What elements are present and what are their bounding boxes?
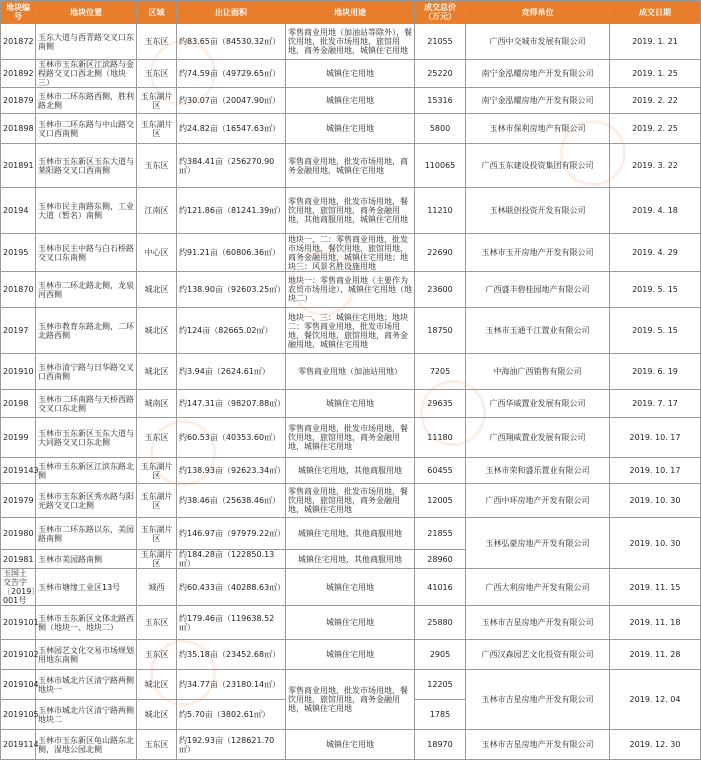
plot-district: 城北区 (137, 670, 177, 700)
plot-owner: 玉林联创投资开发有限公司 (466, 188, 610, 234)
plot-area: 约91.21亩（60806.36㎡） (177, 234, 286, 272)
plot-owner: 广西大利房地产开发有限公司 (466, 569, 610, 606)
plot-price: 11180 (415, 418, 466, 458)
plot-date: 2019. 7. 17 (610, 390, 701, 418)
header-district: 区域 (137, 1, 177, 24)
plot-district: 玉东湖片区 (137, 114, 177, 144)
plot-district: 玉东区 (137, 60, 177, 88)
plot-date: 2019. 10. 30 (610, 484, 701, 518)
table-row (1, 418, 701, 458)
plot-district: 玉东湖片区 (137, 550, 177, 569)
header-land-use: 地块用途 (286, 1, 415, 24)
plot-price: 7205 (415, 354, 466, 390)
plot-district: 玉东区 (137, 144, 177, 188)
plot-number: 2019101 (1, 606, 36, 640)
plot-number: 20194 (1, 188, 36, 234)
plot-district: 中心区 (137, 234, 177, 272)
plot-district: 城北区 (137, 308, 177, 354)
plot-date: 2019. 10. 17 (610, 418, 701, 458)
plot-district: 江南区 (137, 188, 177, 234)
plot-use: 城镇住宅用地 (286, 390, 415, 418)
header-area: 出让面积 (177, 1, 286, 24)
plot-price: 11210 (415, 188, 466, 234)
plot-district: 玉东区 (137, 606, 177, 640)
table-row (1, 114, 701, 144)
plot-number: 玉国土交告字〔2019〕001号 (1, 569, 36, 606)
plot-location: 玉林市玉东新区秀水路与阳光路交叉口北侧 (36, 484, 137, 518)
plot-number: 201892 (1, 60, 36, 88)
plot-area: 约138.90亩（92603.25㎡） (177, 272, 286, 308)
plot-location: 玉林市二环北路北侧，龙泉河西侧 (36, 272, 137, 308)
plot-use: 地块一、二：零售商业用地，批发市场用地，餐饮用地，旅馆用地，商务金融用地，城镇住宅用地；地块三：风景名胜设施用地 (286, 234, 415, 272)
table-row (1, 60, 701, 88)
plot-location: 玉林园艺文化交易市场规划用地东南侧 (36, 640, 137, 670)
plot-price: 22690 (415, 234, 466, 272)
plot-date: 2019. 12. 30 (610, 730, 701, 760)
plot-district: 城北区 (137, 700, 177, 730)
plot-location: 玉林市民主南路东侧，工业大道（暂名）南侧 (36, 188, 137, 234)
plot-area: 约60.53亩（40353.60㎡） (177, 418, 286, 458)
plot-district: 城西 (137, 569, 177, 606)
plot-price: 25880 (415, 606, 466, 640)
plot-date: 2019. 11. 18 (610, 606, 701, 640)
header-plot-number: 地块编号 (1, 1, 36, 24)
plot-price: 12205 (415, 670, 466, 700)
plot-use: 零售商业用地，批发市场用地，餐饮用地，旅馆用地，商务金融用地，城镇住宅用地 (286, 418, 415, 458)
plot-number: 20199 (1, 418, 36, 458)
plot-owner: 玉林市荣和盛乐置业有限公司 (466, 458, 610, 484)
plot-district: 玉东区 (137, 418, 177, 458)
plot-number: 201879 (1, 88, 36, 114)
plot-owner: 玉林弘豪房地产开发有限公司 (466, 518, 610, 569)
plot-number: 201979 (1, 484, 36, 518)
plot-price: 21855 (415, 518, 466, 550)
plot-area: 约60.433亩（40288.63㎡） (177, 569, 286, 606)
table-row (1, 730, 701, 760)
plot-use: 城镇住宅用地 (286, 569, 415, 606)
plot-number: 2019102 (1, 640, 36, 670)
plot-area: 约24.82亩（16547.63㎡） (177, 114, 286, 144)
plot-district: 城北区 (137, 272, 177, 308)
plot-price: 41016 (415, 569, 466, 606)
plot-area: 约146.97亩（97979.22㎡） (177, 518, 286, 550)
table-row (1, 640, 701, 670)
plot-area: 约192.93亩（128621.70㎡） (177, 730, 286, 760)
plot-district: 玉东湖片区 (137, 88, 177, 114)
plot-number: 201980 (1, 518, 36, 550)
plot-date: 2019. 3. 22 (610, 144, 701, 188)
plot-use: 城镇住宅用地，其他商服用地 (286, 550, 415, 569)
plot-price: 18970 (415, 730, 466, 760)
plot-price: 21055 (415, 24, 466, 60)
plot-area: 约38.46亩（25638.46㎡） (177, 484, 286, 518)
plot-use: 零售商业用地，批发市场用地，餐饮用地，旅馆用地，商务金融用地，城镇住宅用地 (286, 670, 415, 730)
plot-number: 2019105 (1, 700, 36, 730)
plot-number: 201981 (1, 550, 36, 569)
plot-owner: 广西盛丰碧桂园地产有限公司 (466, 272, 610, 308)
plot-area: 约5.70亩（3802.61㎡） (177, 700, 286, 730)
table-row (1, 458, 701, 484)
table-row (1, 88, 701, 114)
plot-owner: 玉林市吉星房地产开发有限公司 (466, 606, 610, 640)
plot-price: 18750 (415, 308, 466, 354)
plot-owner: 广西中环房地产开发有限公司 (466, 484, 610, 518)
table-row (1, 569, 701, 606)
plot-owner: 玉林市吉星房地产开发有限公司 (466, 670, 610, 730)
plot-owner: 南宁金泓耀房地产开发有限公司 (466, 88, 610, 114)
plot-location: 玉林市城北片区清宁路两侧地块二 (36, 700, 137, 730)
plot-date: 2019. 10. 30 (610, 518, 701, 569)
plot-price: 29635 (415, 390, 466, 418)
plot-owner: 广西华威置业发展有限公司 (466, 390, 610, 418)
table-header-row (1, 1, 701, 24)
plot-price: 12005 (415, 484, 466, 518)
plot-number: 20195 (1, 234, 36, 272)
table-row (1, 234, 701, 272)
plot-location: 玉林市塘缘工业区13号 (36, 569, 137, 606)
plot-price: 25220 (415, 60, 466, 88)
plot-use: 零售商业用地（加油站用地） (286, 354, 415, 390)
plot-date: 2019. 2. 22 (610, 88, 701, 114)
table-row (1, 188, 701, 234)
table-row (1, 484, 701, 518)
plot-area: 约35.18亩（23452.68㎡） (177, 640, 286, 670)
plot-area: 约30.07亩（20047.90㎡） (177, 88, 286, 114)
plot-use: 零售商业用地，批发市场用地，商务金融用地，城镇住宅用地 (286, 144, 415, 188)
plot-use: 城镇住宅用地 (286, 640, 415, 670)
plot-use: 城镇住宅用地 (286, 88, 415, 114)
plot-area: 约121.86亩（81241.39㎡） (177, 188, 286, 234)
plot-location: 玉东大道与西青路交叉口东南侧 (36, 24, 137, 60)
plot-location: 玉林市玉东新区玉东大道与大同路交叉口东北侧 (36, 418, 137, 458)
plot-location: 玉林市二环南路与天桥西路交叉口东北侧 (36, 390, 137, 418)
plot-district: 玉东湖片区 (137, 484, 177, 518)
plot-date: 2019. 6. 19 (610, 354, 701, 390)
plot-area: 约124亩（82665.02㎡） (177, 308, 286, 354)
plot-owner: 南宁金泓耀房地产开发有限公司 (466, 60, 610, 88)
plot-date: 2019. 1. 25 (610, 60, 701, 88)
plot-location: 玉林市二环东路以东，美园路南侧 (36, 518, 137, 550)
plot-date: 2019. 4. 29 (610, 234, 701, 272)
plot-area: 约34.77亩（23180.14㎡） (177, 670, 286, 700)
plot-price: 5800 (415, 114, 466, 144)
plot-location: 玉林市民主中路与白石桥路交叉口东南侧 (36, 234, 137, 272)
table-row (1, 670, 701, 700)
plot-location: 玉林市二环东路西侧，胜利路北侧 (36, 88, 137, 114)
plot-number: 201910 (1, 354, 36, 390)
plot-location: 玉林市玉东新区玉东大道与莱阳路交叉口西南侧 (36, 144, 137, 188)
plot-use: 零售商业用地，批发市场用地，餐饮用地，旅馆用地，商务金融用地，城镇住宅用地 (286, 484, 415, 518)
plot-use: 零售商业用地，批发市场用地，餐饮用地，旅馆用地，商务金融用地，其他商服用地，城镇住宅用地 (286, 188, 415, 234)
plot-date: 2019. 5. 15 (610, 308, 701, 354)
plot-number: 2019143 (1, 458, 36, 484)
plot-owner: 玉林市保利房地产有限公司 (466, 114, 610, 144)
plot-owner: 玉林市玉通千江置业有限公司 (466, 308, 610, 354)
plot-number: 201872 (1, 24, 36, 60)
plot-owner: 中海油广西销售有限公司 (466, 354, 610, 390)
plot-use: 地块一、三：城镇住宅用地；地块二：零售商业用地，批发市场用地，餐饮用地，旅馆用地，商务金融用地，城镇住宅用地 (286, 308, 415, 354)
plot-number: 2019114 (1, 730, 36, 760)
plot-area: 约74.59亩（49729.65㎡） (177, 60, 286, 88)
plot-location: 玉林市玉东新区文体北路西侧（地块一、地块二） (36, 606, 137, 640)
plot-use: 城镇住宅用地，其他商服用地 (286, 518, 415, 550)
plot-area: 约384.41亩（256270.90㎡） (177, 144, 286, 188)
plot-location: 玉林市二环东路与中山路交叉口西南侧 (36, 114, 137, 144)
plot-price: 23600 (415, 272, 466, 308)
header-winning-bidder: 竞得单位 (466, 1, 610, 24)
plot-area: 约179.46亩（119638.52㎡） (177, 606, 286, 640)
table-row (1, 144, 701, 188)
plot-district: 玉东区 (137, 640, 177, 670)
plot-price: 2905 (415, 640, 466, 670)
plot-owner: 广西中交城市发展有限公司 (466, 24, 610, 60)
plot-date: 2019. 5. 15 (610, 272, 701, 308)
plot-date: 2019. 2. 25 (610, 114, 701, 144)
plot-date: 2019. 12. 04 (610, 670, 701, 730)
plot-price: 15316 (415, 88, 466, 114)
plot-area: 约147.31亩（98207.88㎡） (177, 390, 286, 418)
plot-use: 城镇住宅用地，其他商服用地 (286, 458, 415, 484)
plot-date: 2019. 4. 18 (610, 188, 701, 234)
plot-number: 201898 (1, 114, 36, 144)
plot-number: 2019104 (1, 670, 36, 700)
table-row (1, 24, 701, 60)
plot-area: 约3.94亩（2624.61㎡） (177, 354, 286, 390)
plot-use: 地块一：零售商业用地（主要作为农贸市场用途）、城镇住宅用地（地块二） (286, 272, 415, 308)
header-transaction-date: 成交日期 (610, 1, 701, 24)
plot-owner: 广西汉森园艺文化投资有限公司 (466, 640, 610, 670)
plot-price: 110065 (415, 144, 466, 188)
plot-price: 1785 (415, 700, 466, 730)
table-row (1, 308, 701, 354)
plot-number: 201870 (1, 272, 36, 308)
plot-district: 玉东区 (137, 24, 177, 60)
plot-use: 城镇住宅用地 (286, 606, 415, 640)
plot-owner: 广西翔威置业发展有限公司 (466, 418, 610, 458)
plot-use: 城镇住宅用地 (286, 60, 415, 88)
plot-location: 玉林市玉东新区龟山路东北侧，湿地公园北侧 (36, 730, 137, 760)
plot-district: 城南区 (137, 390, 177, 418)
plot-district: 玉东湖片区 (137, 458, 177, 484)
plot-location: 玉林市玉东新区江滨东路北侧 (36, 458, 137, 484)
plot-price: 28960 (415, 550, 466, 569)
header-location: 地块位置 (36, 1, 137, 24)
plot-use: 城镇住宅用地 (286, 730, 415, 760)
plot-area: 约184.28亩（122850.13㎡） (177, 550, 286, 569)
table-row (1, 518, 701, 550)
plot-date: 2019. 1. 21 (610, 24, 701, 60)
plot-location: 玉林市玉东新区江滨路与金程路交叉口西北侧（地块三） (36, 60, 137, 88)
table-row (1, 354, 701, 390)
plot-location: 玉林市教育东路北侧，二环北路西侧 (36, 308, 137, 354)
plot-area: 约138.93亩（92623.34㎡） (177, 458, 286, 484)
plot-location: 玉林市城北片区清宁路两侧地块一 (36, 670, 137, 700)
plot-location: 玉林市美园路南侧 (36, 550, 137, 569)
table-row (1, 606, 701, 640)
plot-date: 2019. 11. 28 (610, 640, 701, 670)
plot-district: 城北区 (137, 354, 177, 390)
plot-use: 城镇住宅用地 (286, 114, 415, 144)
table-row (1, 272, 701, 308)
plot-owner: 广西玉东建设投资集团有限公司 (466, 144, 610, 188)
table-row (1, 390, 701, 418)
header-total-price: 成交总价（万元） (415, 1, 466, 24)
plot-number: 20197 (1, 308, 36, 354)
plot-location: 玉林市清宁路与日华路交叉口西南侧 (36, 354, 137, 390)
plot-district: 玉东湖片区 (137, 518, 177, 550)
plot-price: 60455 (415, 458, 466, 484)
plot-number: 201891 (1, 144, 36, 188)
plot-date: 2019. 10. 17 (610, 458, 701, 484)
plot-area: 约83.65亩（84530.32㎡） (177, 24, 286, 60)
plot-date: 2019. 11. 15 (610, 569, 701, 606)
plot-district: 玉东区 (137, 730, 177, 760)
plot-owner: 玉林市吉星房地产开发有限公司 (466, 730, 610, 760)
plot-owner: 玉林市玉开房地产开发有限公司 (466, 234, 610, 272)
plot-number: 20198 (1, 390, 36, 418)
plot-use: 零售商业用地（加油站等除外），餐饮用地，批发市场用地，旅馆用地，商务金融用地，城镇住宅用地 (286, 24, 415, 60)
